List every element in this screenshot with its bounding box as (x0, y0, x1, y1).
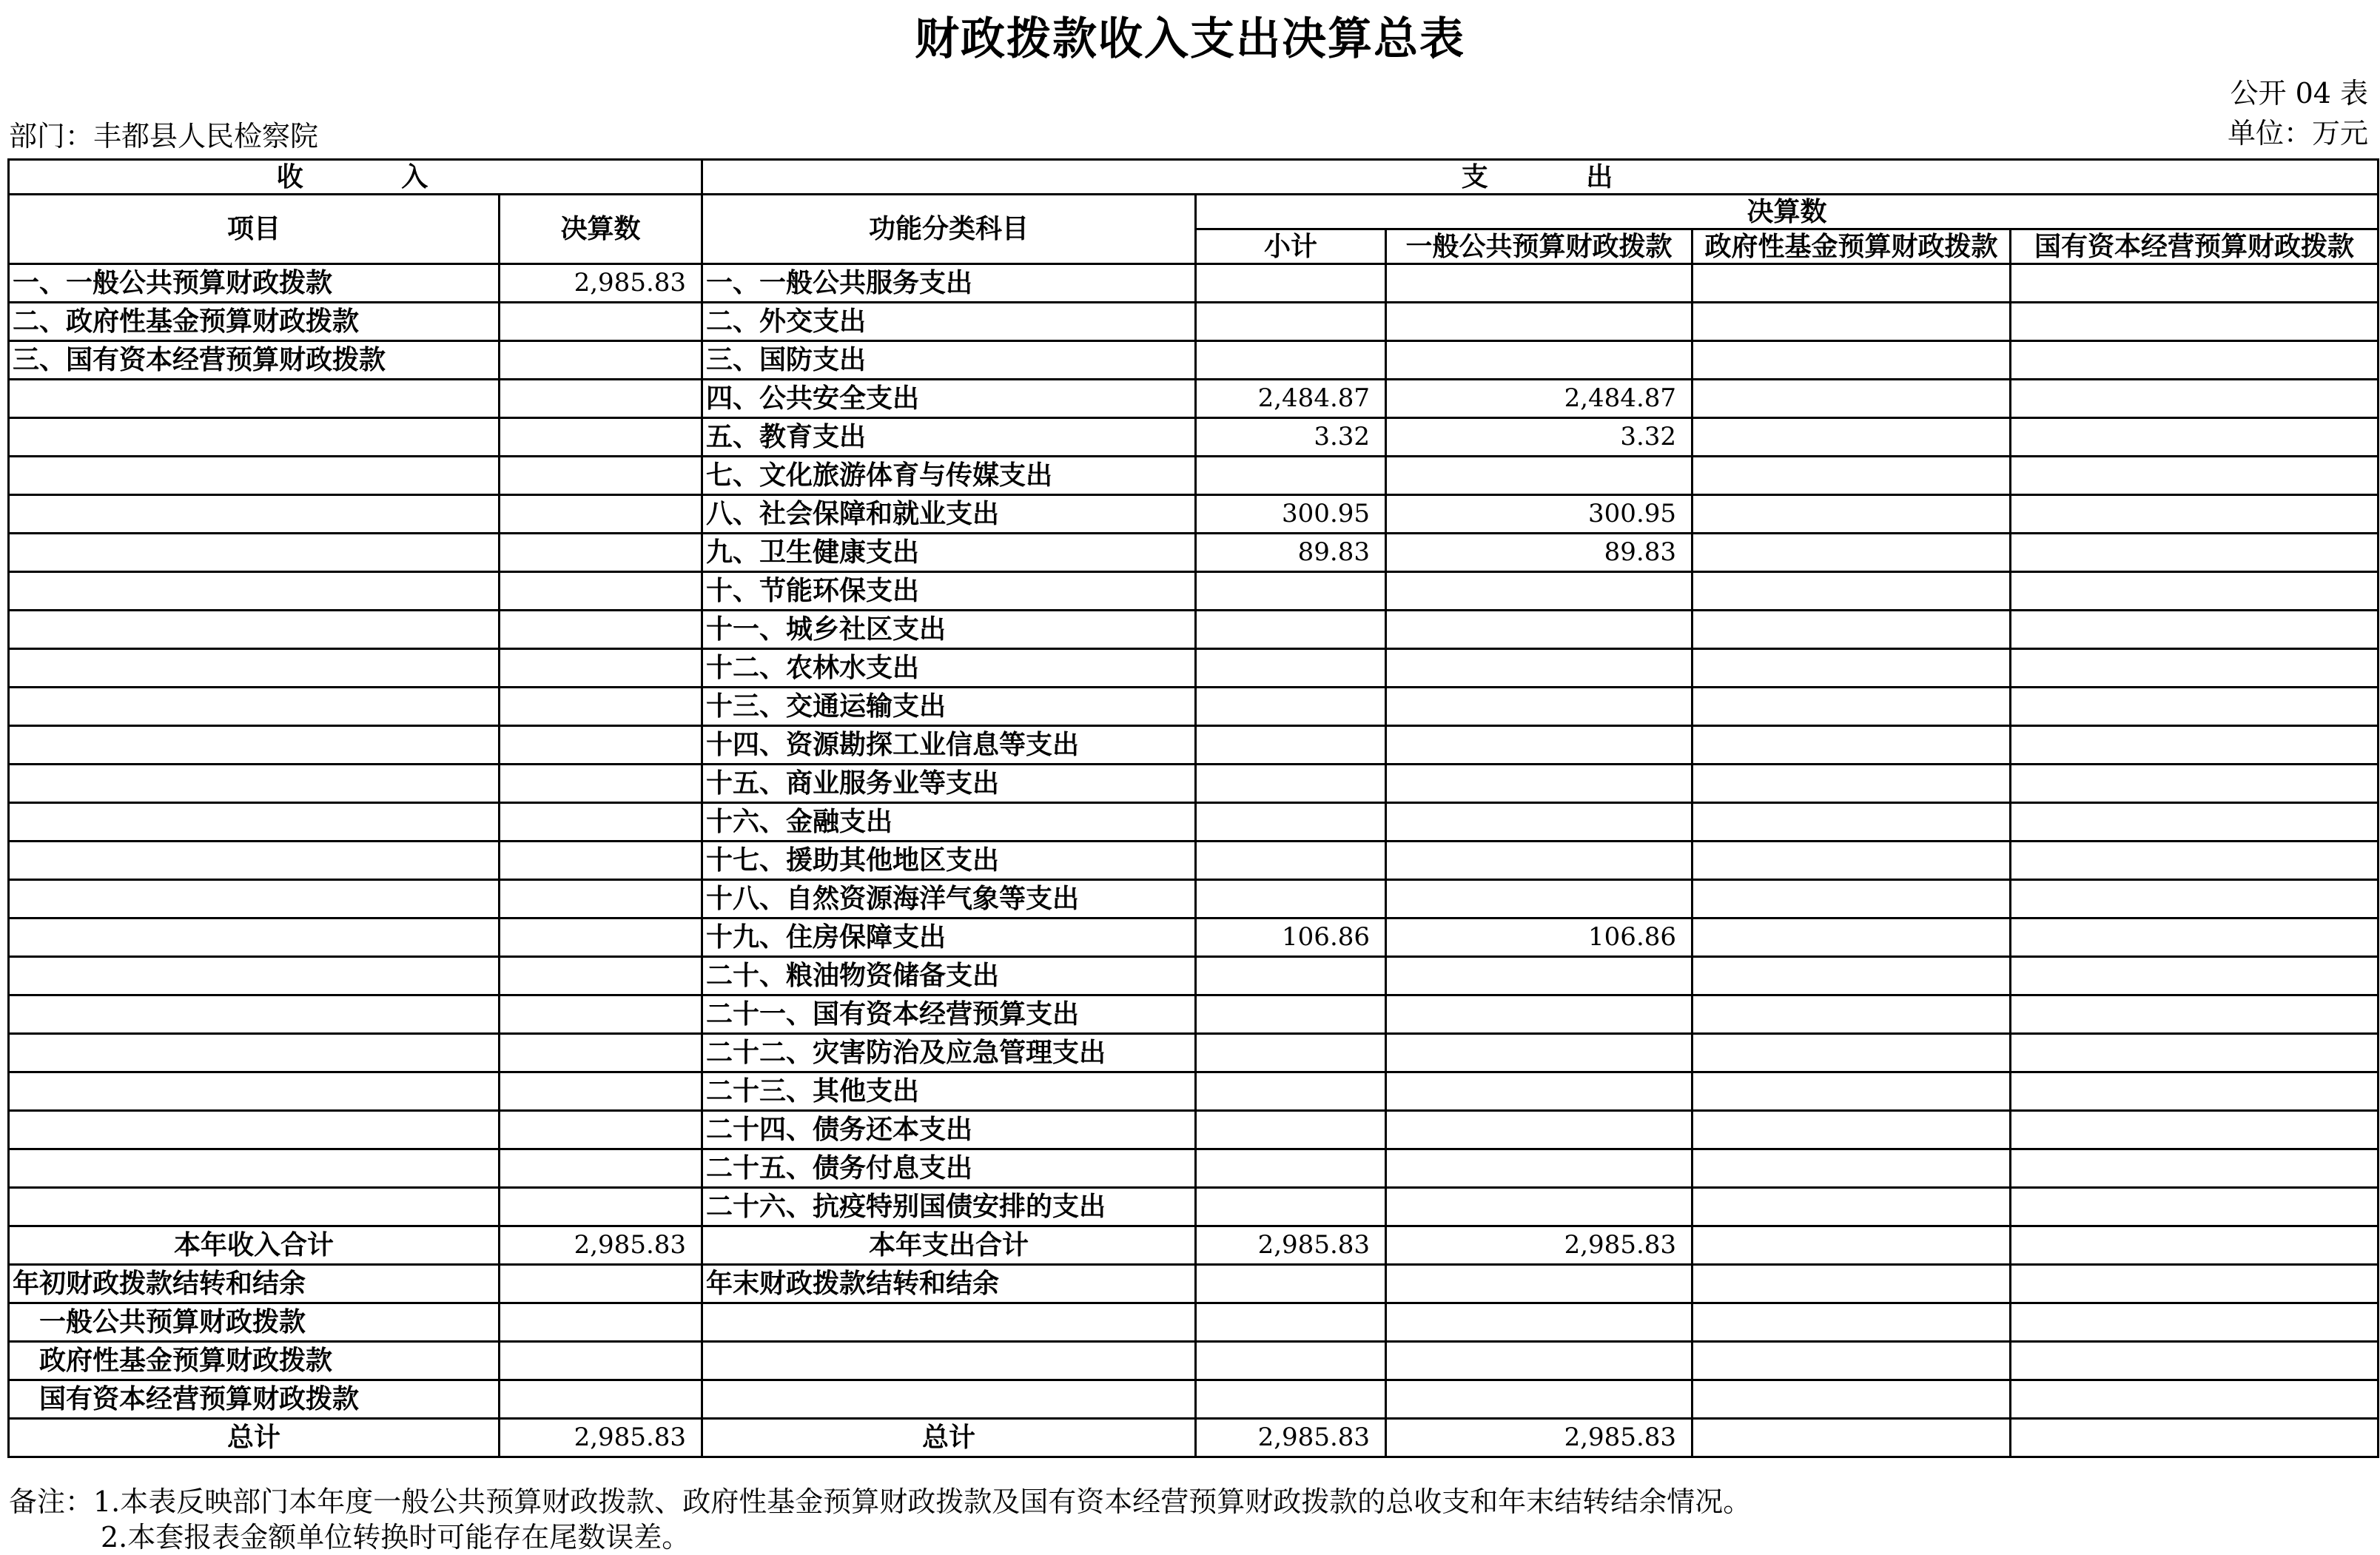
expense-category-cell: 二十四、债务还本支出 (702, 1111, 1196, 1149)
expense-total-capital (2011, 1226, 2379, 1265)
table-row (9, 380, 2379, 418)
expense-total-general: 2,985.83 (1386, 1226, 1692, 1265)
carryover-value-cell (1386, 1342, 1692, 1380)
expense-category-cell: 十、节能环保支出 (702, 572, 1196, 611)
carryover-value-cell (2011, 1342, 2379, 1380)
grand-total-expense-fund (1692, 1419, 2011, 1457)
table-row (9, 303, 2379, 341)
expense-subtotal-cell (1196, 842, 1386, 880)
table-row (9, 765, 2379, 803)
expense-general-cell: 106.86 (1386, 918, 1692, 957)
gov-fund-header: 政府性基金预算财政拨款 (1692, 229, 2011, 264)
expense-category-cell: 十一、城乡社区支出 (702, 611, 1196, 649)
carryover-value-cell (1386, 1265, 1692, 1303)
income-amount-cell (500, 803, 702, 842)
expense-category-cell: 十六、金融支出 (702, 803, 1196, 842)
expense-general-cell (1386, 303, 1692, 341)
final-amount-group-header: 决算数 (1196, 195, 2379, 229)
expense-capital-cell (2011, 572, 2379, 611)
expense-category-cell: 十四、资源勘探工业信息等支出 (702, 726, 1196, 765)
income-amount-cell (500, 495, 702, 534)
expense-fund-cell (1692, 688, 2011, 726)
grand-total-expense-capital (2011, 1419, 2379, 1457)
expense-fund-cell (1692, 1072, 2011, 1111)
expense-capital-cell (2011, 803, 2379, 842)
income-amount-cell (500, 842, 702, 880)
carryover-amount-cell (500, 1265, 702, 1303)
unit-label: 单位：万元 (2227, 117, 2368, 150)
expense-subtotal-cell (1196, 688, 1386, 726)
carryover-amount-cell (500, 1380, 702, 1419)
income-item-cell (9, 765, 500, 803)
expense-capital-cell (2011, 534, 2379, 572)
expense-capital-cell (2011, 726, 2379, 765)
table-row (9, 534, 2379, 572)
subtotal-header: 小计 (1196, 229, 1386, 264)
income-amount-cell (500, 726, 702, 765)
expense-category-cell: 二十五、债务付息支出 (702, 1149, 1196, 1188)
expense-fund-cell (1692, 957, 2011, 995)
grand-total-expense-general: 2,985.83 (1386, 1419, 1692, 1457)
expense-subtotal-cell: 3.32 (1196, 418, 1386, 457)
expense-capital-cell (2011, 1072, 2379, 1111)
item-header: 项目 (9, 195, 500, 264)
income-amount-cell (500, 957, 702, 995)
expense-fund-cell (1692, 418, 2011, 457)
expense-subtotal-cell (1196, 1034, 1386, 1072)
expense-subtotal-cell (1196, 457, 1386, 495)
expense-capital-cell (2011, 1111, 2379, 1149)
carryover-value-cell (1196, 1265, 1386, 1303)
carryover-item-cell: 一般公共预算财政拨款 (9, 1303, 500, 1342)
expense-category-cell: 九、卫生健康支出 (702, 534, 1196, 572)
income-total-value: 2,985.83 (500, 1226, 702, 1265)
grand-total-expense-label: 总计 (702, 1419, 1196, 1457)
expense-subtotal-cell (1196, 1149, 1386, 1188)
carryover-value-cell (1196, 1380, 1386, 1419)
expense-fund-cell (1692, 726, 2011, 765)
income-item-cell: 三、国有资本经营预算财政拨款 (9, 341, 500, 380)
table-row (9, 842, 2379, 880)
expense-general-cell (1386, 341, 1692, 380)
expense-fund-cell (1692, 341, 2011, 380)
income-amount-cell (500, 611, 702, 649)
expense-capital-cell (2011, 880, 2379, 918)
expense-total-fund (1692, 1226, 2011, 1265)
grand-total-expense-subtotal: 2,985.83 (1196, 1419, 1386, 1457)
expense-fund-cell (1692, 842, 2011, 880)
income-item-cell (9, 726, 500, 765)
carryover-value-cell (1692, 1342, 2011, 1380)
expense-subtotal-cell: 300.95 (1196, 495, 1386, 534)
expense-category-cell: 三、国防支出 (702, 341, 1196, 380)
carryover-row (9, 1265, 2379, 1303)
expense-general-cell (1386, 765, 1692, 803)
expense-capital-cell (2011, 842, 2379, 880)
expense-category-cell: 十七、援助其他地区支出 (702, 842, 1196, 880)
income-item-cell: 二、政府性基金预算财政拨款 (9, 303, 500, 341)
expense-capital-cell (2011, 457, 2379, 495)
expense-category-cell: 二十三、其他支出 (702, 1072, 1196, 1111)
income-amount-cell (500, 303, 702, 341)
expense-subtotal-cell (1196, 995, 1386, 1034)
table-row (9, 957, 2379, 995)
expense-fund-cell (1692, 457, 2011, 495)
expense-subtotal-cell (1196, 649, 1386, 688)
income-item-cell (9, 572, 500, 611)
carryover-amount-cell (500, 1303, 702, 1342)
table-row (9, 1034, 2379, 1072)
expense-capital-cell (2011, 418, 2379, 457)
income-amount-cell (500, 380, 702, 418)
expense-general-cell (1386, 1034, 1692, 1072)
income-amount-cell (500, 1111, 702, 1149)
notes (9, 1484, 1751, 1555)
state-capital-header: 国有资本经营预算财政拨款 (2011, 229, 2379, 264)
table-row (9, 803, 2379, 842)
expense-subtotal-cell (1196, 1072, 1386, 1111)
carryover-category-cell: 年末财政拨款结转和结余 (702, 1265, 1196, 1303)
income-item-cell (9, 534, 500, 572)
expense-general-cell (1386, 957, 1692, 995)
expense-general-cell: 2,484.87 (1386, 380, 1692, 418)
income-item-cell (9, 1072, 500, 1111)
expense-category-cell: 四、公共安全支出 (702, 380, 1196, 418)
expense-general-cell: 3.32 (1386, 418, 1692, 457)
income-item-cell (9, 418, 500, 457)
expense-fund-cell (1692, 1188, 2011, 1226)
expense-fund-cell (1692, 534, 2011, 572)
expense-fund-cell (1692, 611, 2011, 649)
expense-subtotal-cell (1196, 1111, 1386, 1149)
expense-capital-cell (2011, 649, 2379, 688)
expense-general-cell (1386, 1149, 1692, 1188)
expense-subtotal-cell: 106.86 (1196, 918, 1386, 957)
carryover-item-cell: 年初财政拨款结转和结余 (9, 1265, 500, 1303)
expense-category-cell: 十九、住房保障支出 (702, 918, 1196, 957)
income-amount-cell (500, 649, 702, 688)
expense-capital-cell (2011, 341, 2379, 380)
carryover-value-cell (1692, 1303, 2011, 1342)
table-row (9, 1188, 2379, 1226)
income-amount-cell (500, 457, 702, 495)
expense-fund-cell (1692, 380, 2011, 418)
income-item-cell (9, 842, 500, 880)
expense-capital-cell (2011, 688, 2379, 726)
table-row (9, 880, 2379, 918)
income-amount-cell (500, 572, 702, 611)
expense-fund-cell (1692, 918, 2011, 957)
expense-fund-cell (1692, 649, 2011, 688)
carryover-value-cell (2011, 1380, 2379, 1419)
income-amount-cell (500, 1149, 702, 1188)
income-amount-cell (500, 418, 702, 457)
income-item-cell (9, 957, 500, 995)
table-row (9, 1149, 2379, 1188)
function-category-header: 功能分类科目 (702, 195, 1196, 264)
expense-capital-cell (2011, 303, 2379, 341)
expense-general-cell (1386, 880, 1692, 918)
expense-subtotal-cell (1196, 264, 1386, 303)
expense-capital-cell (2011, 380, 2379, 418)
expense-general-cell (1386, 611, 1692, 649)
table-row (9, 918, 2379, 957)
general-budget-header: 一般公共预算财政拨款 (1386, 229, 1692, 264)
income-item-cell (9, 880, 500, 918)
table-row (9, 611, 2379, 649)
expense-fund-cell (1692, 1111, 2011, 1149)
expense-fund-cell (1692, 765, 2011, 803)
table-row (9, 495, 2379, 534)
expense-total-subtotal: 2,985.83 (1196, 1226, 1386, 1265)
carryover-value-cell (1692, 1380, 2011, 1419)
expense-category-cell: 八、社会保障和就业支出 (702, 495, 1196, 534)
income-item-cell (9, 457, 500, 495)
expense-category-cell: 十五、商业服务业等支出 (702, 765, 1196, 803)
expense-capital-cell (2011, 611, 2379, 649)
income-amount-cell (500, 534, 702, 572)
expense-capital-cell (2011, 957, 2379, 995)
expense-general-cell (1386, 1072, 1692, 1111)
expense-general-cell (1386, 572, 1692, 611)
income-amount-cell (500, 688, 702, 726)
expense-capital-cell (2011, 264, 2379, 303)
grand-total-income-label: 总计 (9, 1419, 500, 1457)
expense-fund-cell (1692, 264, 2011, 303)
expense-subtotal-cell (1196, 957, 1386, 995)
expense-category-cell: 二十二、灾害防治及应急管理支出 (702, 1034, 1196, 1072)
expense-general-cell (1386, 995, 1692, 1034)
expense-category-cell: 七、文化旅游体育与传媒支出 (702, 457, 1196, 495)
income-amount-cell (500, 995, 702, 1034)
carryover-row (9, 1342, 2379, 1380)
expense-general-cell: 300.95 (1386, 495, 1692, 534)
table-row (9, 649, 2379, 688)
expense-category-cell: 十三、交通运输支出 (702, 688, 1196, 726)
expense-subtotal-cell (1196, 303, 1386, 341)
expense-capital-cell (2011, 1149, 2379, 1188)
table-row (9, 1072, 2379, 1111)
expense-general-cell (1386, 842, 1692, 880)
department-label: 部门：丰都县人民检察院 (9, 120, 319, 152)
expense-fund-cell (1692, 1149, 2011, 1188)
expense-capital-cell (2011, 495, 2379, 534)
expense-subtotal-cell: 89.83 (1196, 534, 1386, 572)
income-item-cell (9, 1149, 500, 1188)
table-row (9, 264, 2379, 303)
expense-category-cell: 五、教育支出 (702, 418, 1196, 457)
income-item-cell (9, 803, 500, 842)
carryover-category-cell (702, 1303, 1196, 1342)
expense-fund-cell (1692, 803, 2011, 842)
form-number: 公开 04 表 (2230, 77, 2368, 110)
income-amount-cell (500, 918, 702, 957)
income-item-cell (9, 995, 500, 1034)
expense-subtotal-cell (1196, 341, 1386, 380)
table-row (9, 418, 2379, 457)
income-amount-cell (500, 880, 702, 918)
expense-category-cell: 二十、粮油物资储备支出 (702, 957, 1196, 995)
expense-subtotal-cell (1196, 803, 1386, 842)
expense-fund-cell (1692, 495, 2011, 534)
expense-category-cell: 二十一、国有资本经营预算支出 (702, 995, 1196, 1034)
expense-fund-cell (1692, 1034, 2011, 1072)
expense-subtotal-cell (1196, 611, 1386, 649)
carryover-row (9, 1380, 2379, 1419)
annual-total-row (9, 1226, 2379, 1265)
expense-subtotal-cell (1196, 880, 1386, 918)
table-row (9, 341, 2379, 380)
expense-general-cell (1386, 264, 1692, 303)
expense-capital-cell (2011, 1034, 2379, 1072)
expense-general-cell (1386, 1188, 1692, 1226)
expense-fund-cell (1692, 572, 2011, 611)
page-title: 财政拨款收入支出决算总表 (915, 13, 1465, 65)
note-2: 2.本套报表金额单位转换时可能存在尾数误差。 (101, 1521, 690, 1554)
carryover-value-cell (1692, 1265, 2011, 1303)
expense-subtotal-cell (1196, 1188, 1386, 1226)
income-item-cell (9, 380, 500, 418)
expense-category-cell: 二十六、抗疫特别国债安排的支出 (702, 1188, 1196, 1226)
expense-category-cell: 十八、自然资源海洋气象等支出 (702, 880, 1196, 918)
table-row (9, 995, 2379, 1034)
carryover-value-cell (1196, 1303, 1386, 1342)
income-item-cell (9, 1111, 500, 1149)
expense-general-cell (1386, 688, 1692, 726)
expense-subtotal-cell (1196, 572, 1386, 611)
carryover-item-cell: 政府性基金预算财政拨款 (9, 1342, 500, 1380)
carryover-item-cell: 国有资本经营预算财政拨款 (9, 1380, 500, 1419)
final-amount-header: 决算数 (500, 195, 702, 264)
expense-capital-cell (2011, 995, 2379, 1034)
expense-category-cell: 十二、农林水支出 (702, 649, 1196, 688)
expense-fund-cell (1692, 995, 2011, 1034)
expense-subtotal-cell: 2,484.87 (1196, 380, 1386, 418)
expense-general-cell (1386, 649, 1692, 688)
income-item-cell (9, 1188, 500, 1226)
expense-fund-cell (1692, 303, 2011, 341)
budget-table (7, 158, 2379, 1458)
expense-capital-cell (2011, 1188, 2379, 1226)
expense-general-cell: 89.83 (1386, 534, 1692, 572)
carryover-amount-cell (500, 1342, 702, 1380)
income-item-cell (9, 611, 500, 649)
income-header: 收 入 (9, 160, 702, 195)
income-amount-cell (500, 1072, 702, 1111)
carryover-value-cell (2011, 1303, 2379, 1342)
expense-subtotal-cell (1196, 726, 1386, 765)
expense-category-cell: 一、一般公共服务支出 (702, 264, 1196, 303)
expense-general-cell (1386, 1111, 1692, 1149)
income-item-cell (9, 1034, 500, 1072)
carryover-row (9, 1303, 2379, 1342)
expense-general-cell (1386, 726, 1692, 765)
expense-subtotal-cell (1196, 765, 1386, 803)
income-item-cell (9, 495, 500, 534)
carryover-value-cell (2011, 1265, 2379, 1303)
carryover-value-cell (1386, 1303, 1692, 1342)
table-row (9, 457, 2379, 495)
table-row (9, 726, 2379, 765)
note-1: 备注：1.本表反映部门本年度一般公共预算财政拨款、政府性基金预算财政拨款及国有资本经营预算财政拨款的总收支和年末结转结余情况。 (9, 1485, 1752, 1518)
income-amount-cell (500, 1034, 702, 1072)
grand-total-income-value: 2,985.83 (500, 1419, 702, 1457)
carryover-value-cell (1196, 1342, 1386, 1380)
carryover-value-cell (1386, 1380, 1692, 1419)
income-amount-cell (500, 341, 702, 380)
income-item-cell: 一、一般公共预算财政拨款 (9, 264, 500, 303)
income-item-cell (9, 649, 500, 688)
expense-fund-cell (1692, 880, 2011, 918)
carryover-category-cell (702, 1342, 1196, 1380)
expense-category-cell: 二、外交支出 (702, 303, 1196, 341)
expense-general-cell (1386, 457, 1692, 495)
income-amount-cell (500, 1188, 702, 1226)
table-row (9, 688, 2379, 726)
expense-general-cell (1386, 803, 1692, 842)
table-row (9, 572, 2379, 611)
expense-capital-cell (2011, 765, 2379, 803)
expense-total-label: 本年支出合计 (702, 1226, 1196, 1265)
expense-header: 支 出 (702, 160, 2379, 195)
income-item-cell (9, 688, 500, 726)
table-row (9, 1111, 2379, 1149)
expense-capital-cell (2011, 918, 2379, 957)
grand-total-row (9, 1419, 2379, 1457)
income-item-cell (9, 918, 500, 957)
carryover-category-cell (702, 1380, 1196, 1419)
income-total-label: 本年收入合计 (9, 1226, 500, 1265)
income-amount-cell: 2,985.83 (500, 264, 702, 303)
income-amount-cell (500, 765, 702, 803)
